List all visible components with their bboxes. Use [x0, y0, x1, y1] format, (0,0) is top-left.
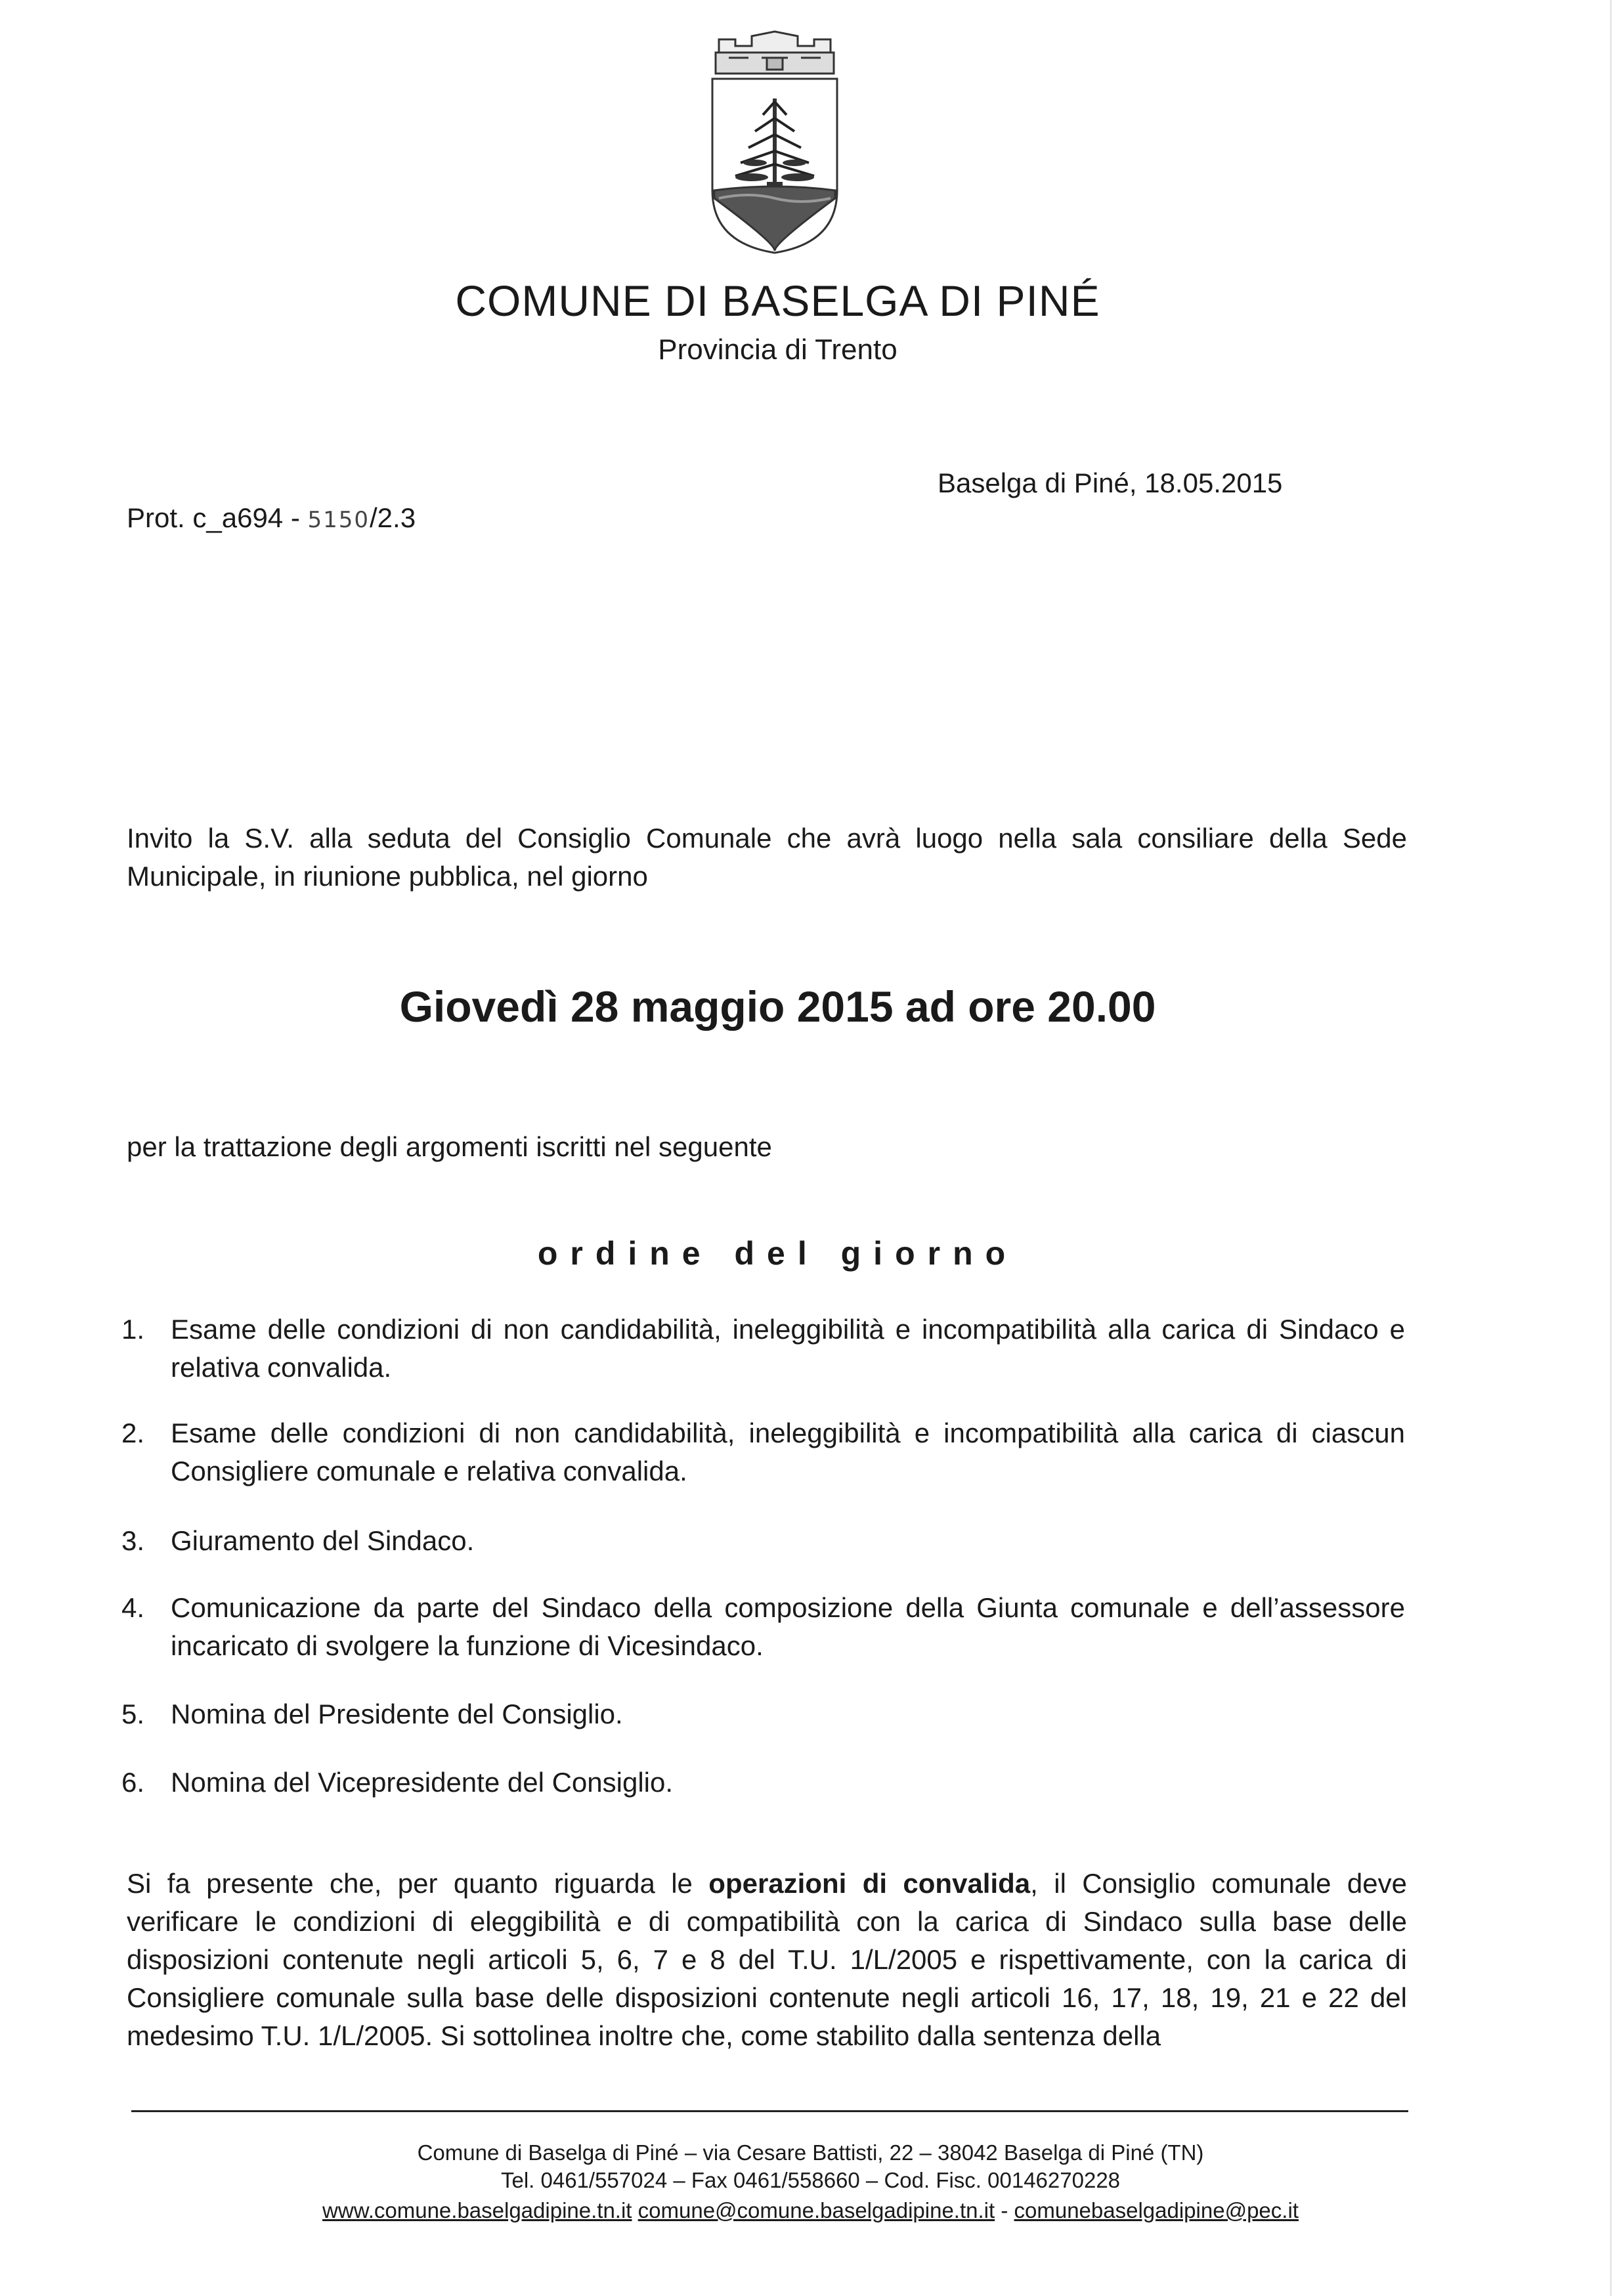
agenda-item-number: 6.: [121, 1767, 145, 1798]
agenda-item: [121, 1695, 1405, 1733]
agenda-item: [121, 1522, 1405, 1560]
website-link[interactable]: www.comune.baselgadipine.tn.it: [322, 2198, 632, 2222]
page-edge: [1610, 0, 1612, 2296]
protocol-handwritten-number: 5150: [307, 507, 370, 533]
municipality-title: COMUNE DI BASELGA DI PINÉ: [455, 276, 1100, 325]
agenda-item-text: Giuramento del Sindaco.: [171, 1525, 475, 1556]
closing-text-part1: Si fa presente che, per quanto riguarda le: [127, 1868, 709, 1899]
date-line: Baselga di Piné, 18.05.2015: [938, 467, 1283, 498]
protocol-suffix: /2.3: [370, 502, 416, 533]
protocol-prefix: Prot. c_a694 -: [127, 502, 308, 533]
agenda-item-text: Esame delle condizioni di non candidabilità, ineleggibilità e incompatibilità alla carica di Sindaco e relativa convalida.: [171, 1314, 1405, 1383]
footer-links: [0, 2197, 1621, 2224]
province-subtitle: Provincia di Trento: [658, 334, 897, 366]
footer-contacts: Tel. 0461/557024 – Fax 0461/558660 – Cod. Fisc. 00146270228: [500, 2168, 1121, 2192]
agenda-item-text: Nomina del Vicepresidente del Consiglio.: [171, 1767, 674, 1798]
agenda-item-number: 1.: [121, 1314, 145, 1345]
closing-paragraph: [127, 1865, 1407, 2055]
email-link[interactable]: comune@comune.baselgadipine.tn.it: [638, 2198, 995, 2222]
footer-separator: -: [995, 2198, 1014, 2222]
agenda-item-number: 5.: [121, 1699, 145, 1729]
agenda-item: [121, 1589, 1405, 1665]
protocol-number: [127, 502, 416, 534]
agenda-item-number: 3.: [121, 1525, 145, 1556]
agenda-item-text: Comunicazione da parte del Sindaco della composizione della Giunta comunale e dell’assessore incaricato di svolgere la funzione di Vicesindaco.: [171, 1592, 1405, 1661]
meeting-datetime: Giovedì 28 maggio 2015 ad ore 20.00: [399, 982, 1156, 1031]
footer-divider: [131, 2110, 1408, 2112]
pec-link[interactable]: comunebaselgadipine@pec.it: [1014, 2198, 1299, 2222]
agenda-item: [121, 1764, 1405, 1802]
closing-text-part2: , il Consiglio comunale deve verificare le condizioni di eleggibilità e di compatibilità con la carica di Sindaco sulla base delle disposizioni contenute negli articoli 5, 6, 7 e 8 del T.U. 1/L/2005 e rispettivamente, con la carica di Consigliere comunale sulla base delle disposizioni contenute negli articoli 16, 17, 18, 19, 21 e 22 del medesimo T.U. 1/L/2005. Si sottolinea inoltre che, come stabilito dalla sentenza della: [127, 1868, 1408, 2051]
agenda-heading: ordine del giorno: [537, 1235, 1018, 1272]
coat-of-arms-icon: [689, 26, 860, 263]
agenda-item-text: Esame delle condizioni di non candidabilità, ineleggibilità e incompatibilità alla carica di ciascun Consigliere comunale e relativa convalida.: [171, 1418, 1405, 1486]
agenda-item-text: Nomina del Presidente del Consiglio.: [171, 1699, 623, 1729]
agenda-item-number: 4.: [121, 1592, 145, 1623]
invitation-paragraph: Invito la S.V. alla seduta del Consiglio Comunale che avrà luogo nella sala consiliare della Sede Municipale, in riunione pubblica, nel giorno: [127, 823, 1407, 892]
closing-text-bold: operazioni di convalida: [708, 1868, 1031, 1899]
agenda-item: [121, 1310, 1405, 1387]
agenda-item: [121, 1414, 1405, 1490]
agenda-item-number: 2.: [121, 1418, 145, 1448]
footer-address: Comune di Baselga di Piné – via Cesare Battisti, 22 – 38042 Baselga di Piné (TN): [417, 2140, 1204, 2165]
lead-in-text: per la trattazione degli argomenti iscritti nel seguente: [127, 1131, 772, 1162]
